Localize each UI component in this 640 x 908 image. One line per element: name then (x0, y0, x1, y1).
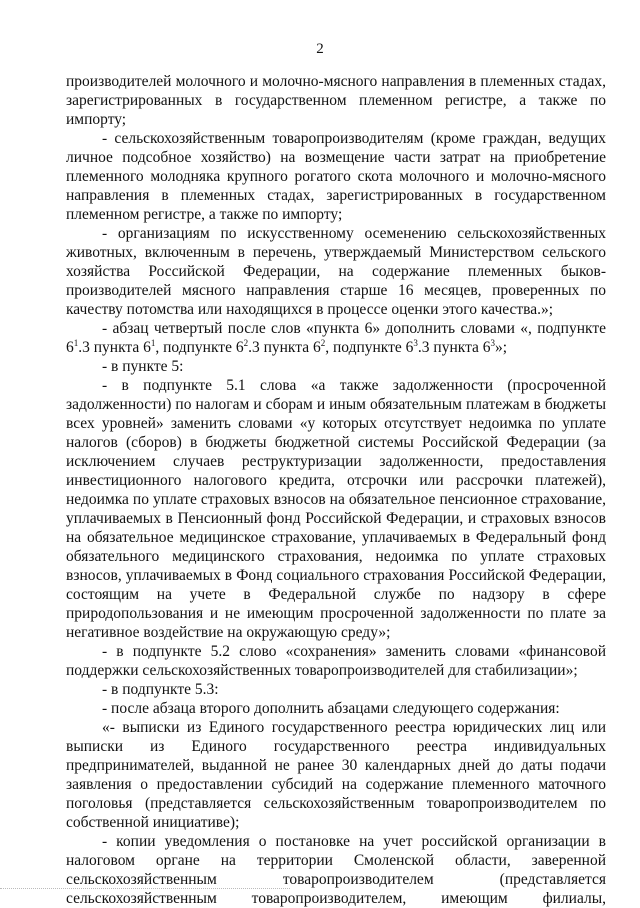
superscript: 3 (413, 338, 418, 348)
paragraph: производителей молочного и молочно-мясного направления в племенных стадах, зарегистрированных в государственном племенном регистре, а также по импорту; (66, 73, 606, 128)
paragraph: «- выписки из Единого государственного реестра юридических лиц или выписки из Единого государственного реестра индивидуальных предпринимателей, выданной не ранее 30 календарных дней до даты подачи заявления о предоставлении субсидий на содержание племенного маточного поголовья (представляется сельскохозяйственным товаропроизводителем по собственной инициативе); (66, 719, 606, 831)
paragraph: - организациям по искусственному осеменению сельскохозяйственных животных, включенным в перечень, утверждаемый Министерством сельского хозяйства Российской Федерации, на содержание племенных быков-производителей мясного направления старше 16 месяцев, проверенных по качеству потомства или находящихся в процессе оценки этого качества.»; (66, 225, 606, 318)
text-segment: .3 пункта 6 (417, 339, 491, 356)
document-body (66, 72, 606, 908)
superscript: 1 (150, 338, 156, 348)
superscript: 2 (320, 338, 326, 348)
footer-rule (0, 888, 290, 889)
paragraph: - в пункте 5: (102, 358, 184, 375)
paragraph (66, 319, 606, 357)
paragraph: - в подпункте 5.1 слова «а также задолженности (просроченной задолженности) по налогам и сборам и иным обязательным платежам в бюджеты всех уровней» заменить словами «у которых отсутствует недоимка по уплате налогов (сборов) в бюджеты бюджетной системы Российской Федерации (за исключением случаев реструктуризации задолженности, предоставления инвестиционного налогового кредита, отсрочки или рассрочки платежей), недоимка по уплате страховых взносов на обязательное пенсионное страхование, уплачиваемых в Пенсионный фонд Российской Федерации, и страховых взносов на обязательное медицинское страхование, уплачиваемых в Федеральный фонд обязательного медицинского страхования, недоимка по уплате страховых взносов, уплачиваемых в Фонд социального страхования Российской Федерации, состоящим на учете в Федеральной службе по надзору в сфере природопользования и не имеющим просроченной задолженности по плате за негативное воздействие на окружающую среду»; (66, 377, 606, 641)
text-segment: - абзац четвертый после слов «пункта 6» дополнить словами «, подпункте 6 (66, 320, 606, 356)
text-segment: »; (495, 339, 508, 356)
superscript: 1 (73, 338, 79, 348)
text-segment: .3 пункта 6 (248, 339, 321, 356)
paragraph: - после абзаца второго дополнить абзацами следующего содержания: (102, 700, 560, 717)
superscript: 2 (243, 338, 249, 348)
text-segment: , подпункте 6 (155, 339, 244, 356)
superscript: 3 (490, 338, 496, 348)
text-segment: .3 пункта 6 (78, 339, 151, 356)
paragraph: - в подпункте 5.2 слово «сохранения» заменить словами «финансовой поддержки сельскохозяйственных товаропроизводителей для стабилизации»; (66, 643, 606, 679)
page-number: 2 (316, 41, 324, 57)
paragraph: - сельскохозяйственным товаропроизводителям (кроме граждан, ведущих личное подсобное хозяйство) на возмещение части затрат на приобретение племенного молодняка крупного рогатого скота молочного и молочно-мясного направления в племенных стадах, зарегистрированных в государственном племенном регистре, а также по импорту; (66, 130, 606, 223)
paragraph: - в подпункте 5.3: (102, 681, 219, 698)
paragraph: - копии уведомления о постановке на учет российской организации в налоговом органе на территории Смоленской области, заверенной сельскохозяйственным товаропроизводителем (представляется сельскохозяйственным товаропроизводителем, имеющим филиалы, (66, 833, 606, 907)
text-segment: , подпункте 6 (325, 339, 414, 356)
